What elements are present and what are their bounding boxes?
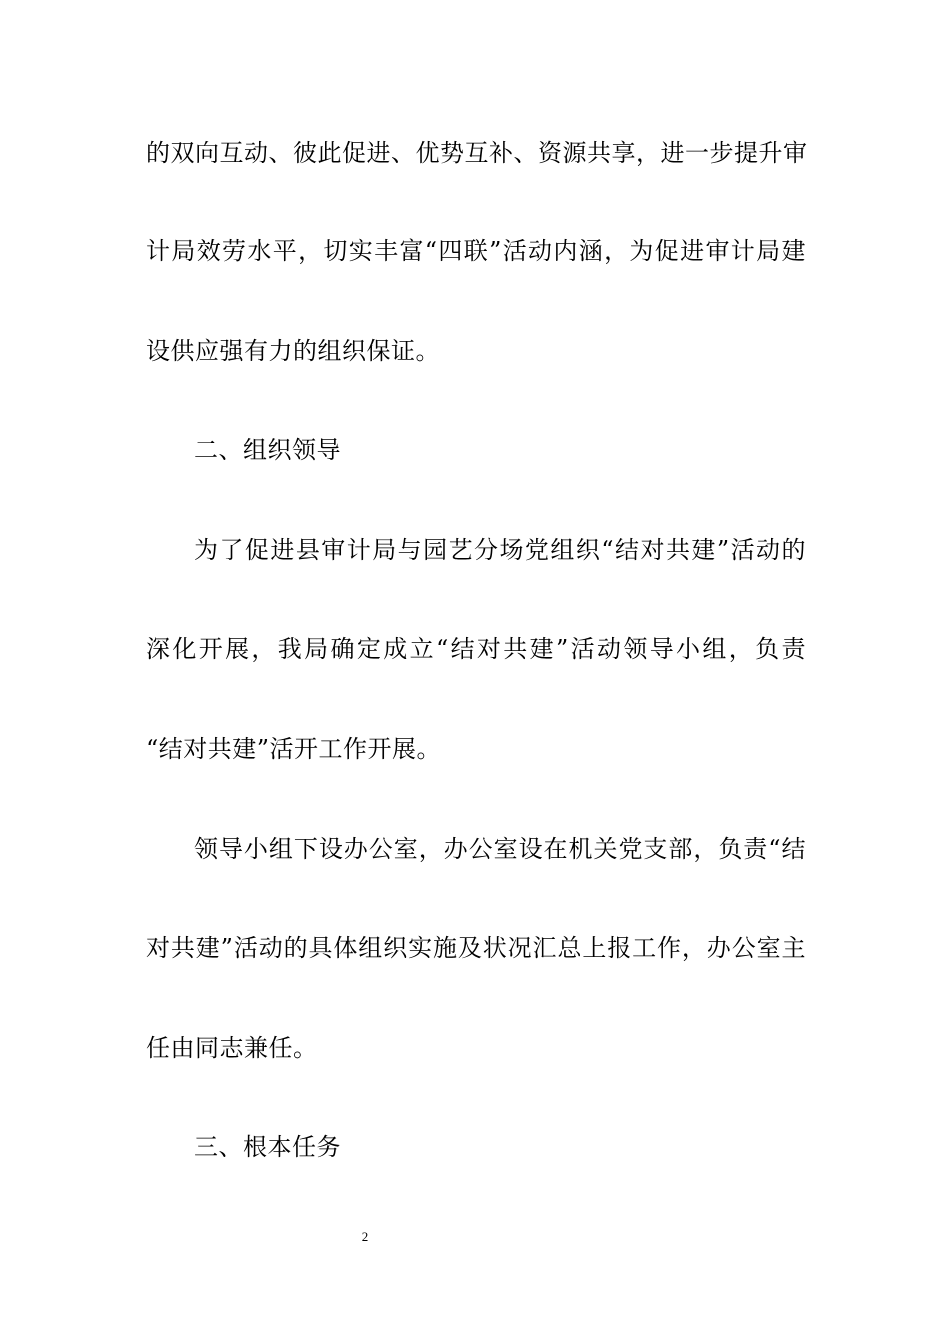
paragraph-line: “结对共建”活开工作开展。	[146, 735, 442, 763]
paragraph-line: 的双向互动、彼此促进、优势互补、资源共享，进一步提升审	[146, 139, 808, 167]
section-heading: 二、组织领导	[194, 436, 341, 464]
paragraph-line: 任由同志兼任。	[146, 1034, 318, 1062]
paragraph-line: 深化开展，我局确定成立“结对共建”活动领导小组，负责	[146, 635, 806, 663]
paragraph-line: 为了促进县审计局与园艺分场党组织“结对共建”活动的	[194, 536, 806, 564]
page-number: 2	[361, 1229, 369, 1244]
paragraph-line: 对共建”活动的具体组织实施及状况汇总上报工作，办公室主	[146, 934, 806, 962]
section-heading: 三、根本任务	[194, 1133, 341, 1161]
paragraph-line: 领导小组下设办公室，办公室设在机关党支部，负责“结	[194, 835, 806, 863]
paragraph-line: 计局效劳水平，切实丰富“四联”活动内涵，为促进审计局建	[146, 237, 806, 265]
paragraph-line: 设供应强有力的组织保证。	[146, 337, 440, 365]
